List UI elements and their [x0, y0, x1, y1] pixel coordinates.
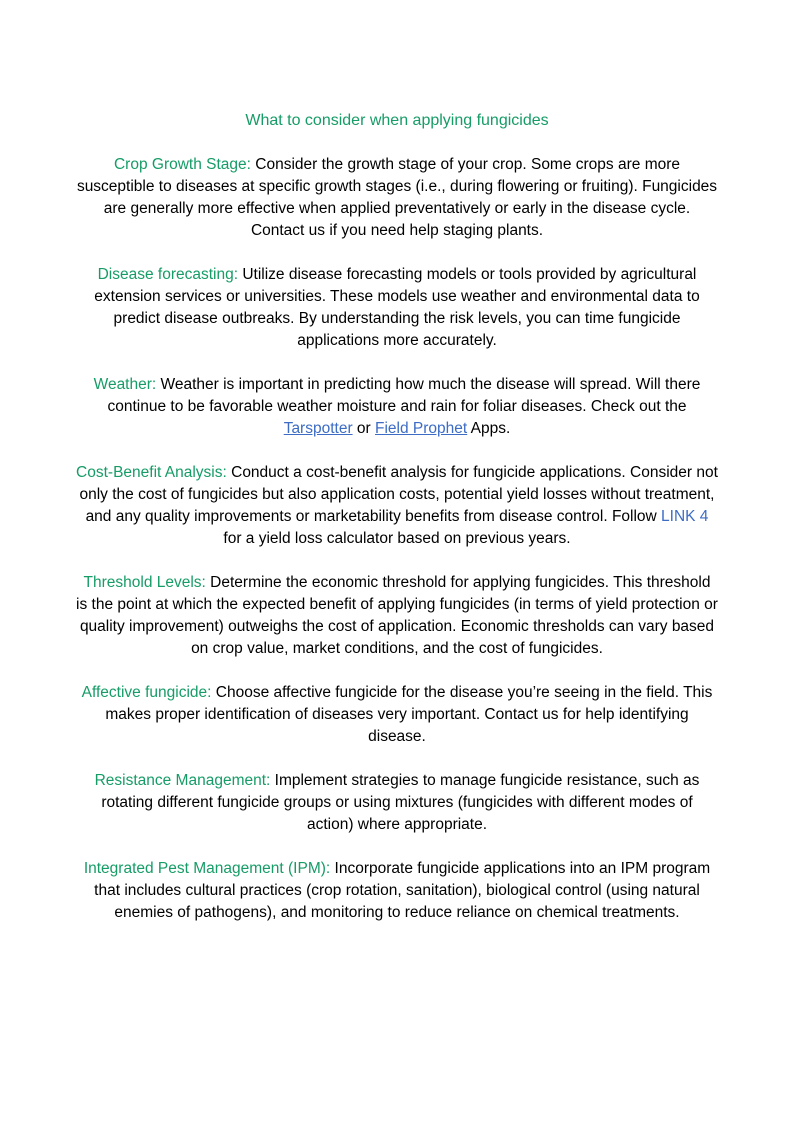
section-threshold-levels: [76, 572, 718, 660]
section-affective-fungicide: [76, 682, 718, 748]
section-ipm: [76, 858, 718, 924]
section-body: Conduct a cost-benefit analysis for fungicide applications. Consider not only the cost of fungicides but also application costs, potential yield losses without treatment, and any quality improvements or marketability benefits from disease control. Follow: [79, 464, 718, 525]
section-body: Implement strategies to manage fungicide resistance, such as rotating different fungicide groups or using mixtures (fungicides with different modes of action) where appropriate.: [101, 772, 700, 833]
section-weather: [76, 374, 718, 440]
section-heading: Resistance Management:: [94, 772, 271, 789]
section-body: Utilize disease forecasting models or tools provided by agricultural extension services or universities. These models use weather and environmental data to predict disease outbreaks. By understanding the risk levels, you can time fungicide applications more accurately.: [94, 266, 700, 349]
section-crop-growth-stage: [76, 154, 718, 242]
page-title: What to consider when applying fungicides: [245, 112, 549, 129]
section-disease-forecasting: [76, 264, 718, 352]
section-text: Apps.: [467, 420, 511, 437]
section-heading: Integrated Pest Management (IPM):: [83, 860, 331, 877]
section-heading: Threshold Levels:: [83, 574, 206, 591]
section-body: Determine the economic threshold for applying fungicides. This threshold is the point at which the expected benefit of applying fungicides (in terms of yield protection or quality improvement) outweighs the cost of application. Economic thresholds can vary based on crop value, market conditions, and the cost of fungicides.: [76, 574, 718, 657]
section-heading: Cost-Benefit Analysis:: [76, 464, 227, 481]
section-resistance-management: [76, 770, 718, 836]
section-cost-benefit-analysis: [76, 462, 718, 550]
field-prophet-link[interactable]: Field Prophet: [375, 420, 468, 437]
section-text: for a yield loss calculator based on previous years.: [223, 530, 571, 547]
section-heading: Weather:: [93, 376, 157, 393]
section-text: or: [352, 420, 376, 437]
tarspotter-link[interactable]: Tarspotter: [283, 420, 353, 437]
section-heading: Affective fungicide:: [81, 684, 212, 701]
section-body: Consider the growth stage of your crop. Some crops are more susceptible to diseases at specific growth stages (i.e., during flowering or fruiting). Fungicides are generally more effective when applied preventatively or early in the disease cycle. Contact us if you need help staging plants.: [76, 156, 718, 239]
section-body: Choose affective fungicide for the disease you’re seeing in the field. This makes proper identification of diseases very important. Contact us for help identifying disease.: [105, 684, 713, 745]
link-4[interactable]: LINK 4: [661, 508, 709, 525]
section-heading: Disease forecasting:: [97, 266, 239, 283]
section-body: Weather is important in predicting how much the disease will spread. Will there continue to be favorable weather moisture and rain for foliar diseases. Check out the: [107, 376, 701, 415]
section-heading: Crop Growth Stage:: [113, 156, 251, 173]
section-body: Incorporate fungicide applications into an IPM program that includes cultural practices (crop rotation, sanitation), biological control (using natural enemies of pathogens), and monitoring to reduce reliance on chemical treatments.: [94, 860, 711, 921]
